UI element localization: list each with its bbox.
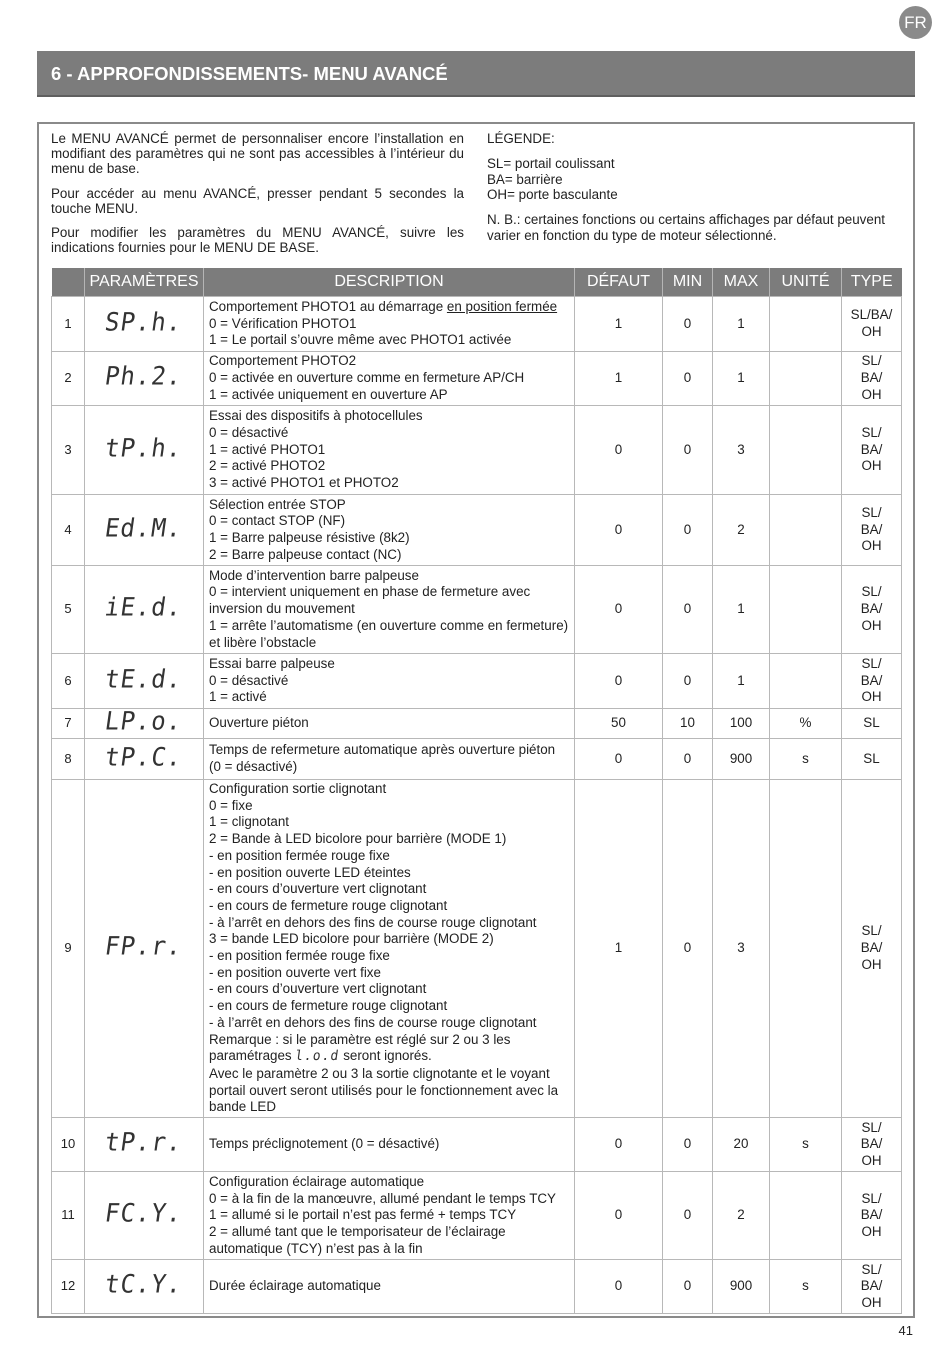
row-index: 3 [52,406,85,495]
page-number: 41 [898,1323,913,1338]
row-index: 8 [52,739,85,780]
max-value: 3 [713,406,770,495]
unit-value [770,352,842,406]
desc-line: 1 = Le portail s’ouvre même avec PHOTO1 activée [209,332,512,348]
default-value: 0 [575,406,663,495]
row-index: 11 [52,1172,85,1260]
row-index: 12 [52,1260,85,1314]
param-code [85,406,204,495]
max-value: 1 [713,297,770,352]
type-line: SL/ [861,923,882,939]
type-line: OH [861,689,882,705]
unit-value: s [770,1118,842,1172]
param-description [204,352,575,406]
min-value: 0 [663,1118,713,1172]
type-line: SL/BA/ [850,307,893,323]
type-line: SL/ [861,504,882,520]
row-index: 5 [52,566,85,654]
desc-line: 2 = allumé tant que le temporisateur de l’éclairage [209,1223,506,1239]
desc-line: - en cours de fermeture rouge clignotant [209,998,448,1014]
param-description [204,780,575,1118]
desc-line: - en cours d’ouverture vert clignotant [209,881,427,897]
col-header-min: MIN [663,268,713,297]
param-description [204,495,575,566]
desc-line: 0 = à la fin de la manœuvre, allumé pendant le temps TCY [209,1190,556,1206]
table-row [52,780,902,1118]
unit-value [770,297,842,352]
desc-line: 0 = contact STOP (NF) [209,513,346,529]
desc-line: Sélection entrée STOP [209,496,346,512]
type-value [842,1260,902,1314]
type-line: OH [861,956,882,972]
param-description [204,739,575,780]
param-code [85,739,204,780]
min-value: 0 [663,495,713,566]
row-index: 4 [52,495,85,566]
type-line: OH [861,1294,882,1310]
param-code [85,706,204,739]
min-value: 0 [663,406,713,495]
param-code-display: Ph.2. [103,361,185,391]
desc-line: - en position ouverte vert fixe [209,964,381,980]
desc-line: Durée éclairage automatique [209,1278,381,1294]
desc-line: 0 = intervient uniquement en phase de fermeture avec [209,584,531,600]
param-code-display: tP.r. [103,1127,185,1157]
param-code-display: iE.d. [103,592,185,622]
param-code-display: FP.r. [103,931,185,961]
col-header-description: DESCRIPTION [204,268,575,297]
desc-line: 1 = allumé si le portail n’est pas fermé + temps TCY [209,1207,517,1223]
param-code-display: Ed.M. [103,512,185,543]
legend-sl: SL= portail coulissant [487,155,615,171]
desc-line: - à l’arrêt en dehors des fins de course rouge clignotant [209,1014,537,1030]
desc-line: 0 = activée en ouverture comme en fermeture AP/CH [209,370,525,386]
param-description [204,297,575,352]
min-value: 0 [663,352,713,406]
default-value: 0 [575,566,663,654]
type-line: BA/ [860,672,883,688]
unit-value [770,654,842,709]
min-value: 10 [663,709,713,739]
max-value: 3 [713,780,770,1118]
default-value: 0 [575,1118,663,1172]
table-row [52,739,902,780]
intro-paragraph: Pour modifier les paramètres du MENU AVANCÉ, suivre les indications fournies pour le MENU DE BASE. [51,225,464,256]
desc-line: - en position fermée rouge fixe [209,948,390,964]
desc-line: Temps de refermeture automatique après ouverture piéton [209,742,556,758]
table-row [52,1172,902,1260]
desc-line: 1 = activée uniquement en ouverture AP [209,386,448,402]
param-code [85,352,204,406]
type-line: OH [861,458,882,474]
param-code-display: tE.d. [103,663,185,694]
table-row [52,566,902,654]
table-row [52,1260,902,1314]
type-line: SL/ [861,1190,882,1206]
default-value: 0 [575,654,663,709]
desc-line: - en position ouverte LED éteintes [209,864,411,880]
param-code [85,1118,204,1172]
type-line: SL/ [861,424,882,440]
min-value: 0 [663,297,713,352]
row-index: 6 [52,654,85,709]
table-row [52,495,902,566]
type-line: BA/ [860,601,883,617]
desc-line: Remarque : si le paramètre est réglé sur 2 ou 3 les [209,1031,511,1047]
type-value [842,1172,902,1260]
col-header-parameters: PARAMÈTRES [85,268,204,297]
desc-line: 1 = activé PHOTO1 [209,441,326,457]
desc-line: 2 = Barre palpeuse contact (NC) [209,546,402,562]
type-value [842,406,902,495]
desc-text: seront ignorés. [339,1048,432,1064]
param-description [204,1172,575,1260]
max-value: 1 [713,566,770,654]
intro-paragraph: Le MENU AVANCÉ permet de personnaliser encore l’installation en modifiant des paramètres qui ne sont pas accessibles à l’intérieur du menu de base. [51,131,464,177]
type-value [842,780,902,1118]
desc-line: 1 = activé [209,689,267,705]
desc-line: Configuration éclairage automatique [209,1173,425,1189]
type-line: OH [861,1152,882,1168]
desc-line: - en cours d’ouverture vert clignotant [209,981,427,997]
type-value [842,654,902,709]
desc-line: Essai des dispositifs à photocellules [209,408,423,424]
desc-line: 1 = Barre palpeuse résistive (8k2) [209,530,410,545]
desc-line: et libère l’obstacle [209,634,317,650]
desc-line: 2 = activé PHOTO2 [209,458,326,474]
desc-line [209,1048,570,1066]
unit-value: s [770,1260,842,1314]
type-line: BA/ [860,521,883,537]
col-header-unit: UNITÉ [770,268,842,297]
type-value [842,297,902,352]
param-code-display: SP.h. [103,306,185,337]
type-line: OH [861,538,882,554]
col-header-default: DÉFAUT [575,268,663,297]
max-value: 1 [713,654,770,709]
desc-line: 0 = désactivé [209,672,289,688]
col-header-max: MAX [713,268,770,297]
param-code [85,566,204,654]
param-code-display: tP.C. [103,741,185,772]
table-row [52,406,902,495]
default-value: 50 [575,709,663,739]
param-code [85,1260,204,1314]
table-row [52,297,902,352]
desc-line: Essai barre palpeuse [209,655,335,671]
legend-title: LÉGENDE: [487,131,555,146]
type-line: SL/ [861,1261,882,1277]
table-row [52,1118,902,1172]
min-value: 0 [663,566,713,654]
desc-line: - en cours de fermeture rouge clignotant [209,897,448,913]
param-code [85,780,204,1118]
type-value [842,709,902,739]
param-code-inline: l.o.d [294,1048,341,1065]
type-line: OH [861,324,882,339]
default-value: 0 [575,1172,663,1260]
desc-line: Configuration sortie clignotant [209,781,387,796]
type-value [842,566,902,654]
desc-line: (0 = désactivé) [209,759,298,774]
desc-line: automatique (TCY) n’est pas à la fin [209,1240,423,1256]
default-value: 1 [575,780,663,1118]
col-header-type: TYPE [842,268,902,297]
desc-text: paramétrages [209,1048,296,1064]
row-index: 10 [52,1118,85,1172]
desc-line: Ouverture piéton [209,715,309,731]
desc-line: 2 = Bande à LED bicolore pour barrière (MODE 1) [209,831,507,847]
col-header-index [52,268,85,297]
min-value: 0 [663,739,713,780]
param-description [204,406,575,495]
desc-line: 1 = clignotant [209,814,290,830]
unit-value [770,406,842,495]
intro-text [51,131,464,264]
desc-line: 0 = fixe [209,797,253,813]
desc-line: Comportement PHOTO2 [209,353,357,369]
max-value: 2 [713,1172,770,1260]
row-index: 9 [52,780,85,1118]
row-index: 1 [52,297,85,352]
param-code [85,495,204,566]
max-value: 900 [713,739,770,780]
type-line: OH [861,1223,882,1239]
type-line: SL/ [861,584,882,600]
max-value: 1 [713,352,770,406]
desc-line: Temps préclignotement (0 = désactivé) [209,1136,440,1152]
param-code [85,1172,204,1260]
type-line: BA/ [860,370,883,386]
legend-note: N. B.: certaines fonctions ou certains affichages par défaut peuvent varier en fonction du type de moteur sélectionné. [487,212,885,243]
unit-value: s [770,739,842,780]
min-value: 0 [663,780,713,1118]
desc-line: Comportement PHOTO1 au démarrage [209,298,447,314]
default-value: 0 [575,739,663,780]
table-header-row [52,268,902,297]
param-description [204,709,575,739]
type-line: SL/ [861,1119,882,1135]
unit-value [770,1172,842,1260]
unit-value: % [770,709,842,739]
type-line: OH [861,386,882,402]
param-code-display: FC.Y. [103,1198,185,1228]
desc-line: Avec le paramètre 2 ou 3 la sortie clignotante et le voyant [209,1065,550,1081]
type-line: BA/ [860,441,883,457]
desc-line: portail ouvert seront utilisés pour le fonctionnement avec la [209,1082,559,1098]
type-value [842,1118,902,1172]
row-index: 2 [52,352,85,406]
param-code-display: tP.h. [103,432,185,463]
desc-line: bande LED [209,1099,277,1115]
legend-oh: OH= porte basculante [487,187,618,203]
max-value: 900 [713,1260,770,1314]
type-line: BA/ [860,1136,883,1152]
max-value: 20 [713,1118,770,1172]
default-value: 1 [575,352,663,406]
max-value: 100 [713,709,770,739]
default-value: 0 [575,495,663,566]
unit-value [770,495,842,566]
section-title: 6 - APPROFONDISSEMENTS- MENU AVANCÉ [37,51,915,97]
param-description [204,654,575,709]
min-value: 0 [663,654,713,709]
intro-paragraph: Pour accéder au menu AVANCÉ, presser pendant 5 secondes la touche MENU. [51,185,464,216]
desc-line: inversion du mouvement [209,601,355,617]
desc-underlined: en position fermée [446,298,558,314]
param-code-display: tC.Y. [103,1269,185,1299]
desc-line: 0 = désactivé [209,424,289,440]
legend-ba: BA= barrière [487,171,563,187]
desc-line: Mode d’intervention barre palpeuse [209,567,419,583]
table-row [52,654,902,709]
max-value: 2 [713,495,770,566]
param-description [204,1118,575,1172]
param-code-display: LP.o. [103,706,185,736]
default-value: 1 [575,297,663,352]
language-badge: FR [899,6,932,39]
type-line: BA/ [860,1278,883,1294]
desc-line: - à l’arrêt en dehors des fins de course rouge clignotant [209,914,537,930]
unit-value [770,566,842,654]
table-row [52,709,902,739]
type-line: SL [863,750,880,766]
table-row [52,352,902,406]
type-line: SL/ [861,655,882,671]
param-description [204,1260,575,1314]
param-code [85,297,204,352]
unit-value [770,780,842,1118]
desc-line: 1 = arrête l’automatisme (en ouverture comme en fermeture) [209,617,569,633]
desc-line: 3 = activé PHOTO1 et PHOTO2 [209,475,399,491]
type-value [842,495,902,566]
type-value [842,739,902,780]
legend-block [487,131,901,253]
desc-line: - en position fermée rouge fixe [209,847,390,863]
type-line: BA/ [860,940,883,956]
type-line: SL/ [861,353,882,369]
type-value [842,352,902,406]
param-description [204,566,575,654]
parameters-table [51,268,902,1314]
desc-line: 3 = bande LED bicolore pour barrière (MODE 2) [209,931,494,947]
type-line: SL [863,715,880,731]
type-line: BA/ [860,1207,883,1223]
min-value: 0 [663,1260,713,1314]
type-line: OH [861,617,882,633]
min-value: 0 [663,1172,713,1260]
row-index: 7 [52,709,85,739]
param-code [85,654,204,709]
default-value: 0 [575,1260,663,1314]
desc-line: 0 = Vérification PHOTO1 [209,315,357,331]
